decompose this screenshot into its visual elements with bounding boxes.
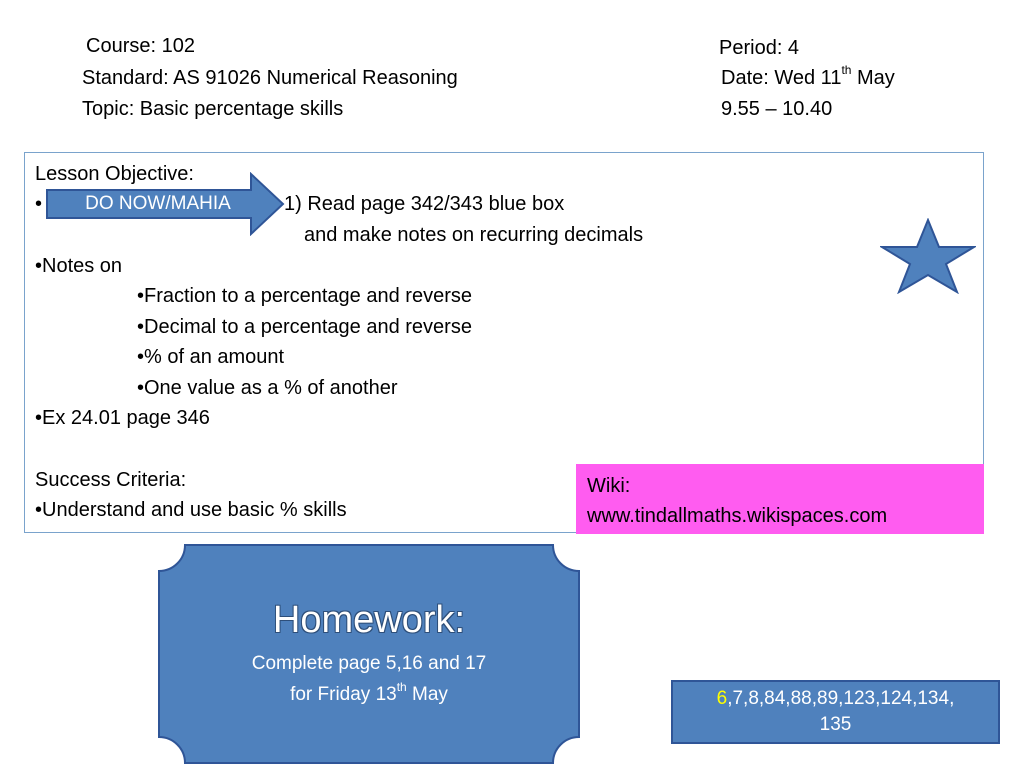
wiki-box <box>576 464 984 534</box>
date-label: Date: Wed 11th May <box>721 63 895 89</box>
question-numbers-box <box>671 680 1000 744</box>
wiki-label: Wiki: <box>587 475 631 497</box>
notes-item: •One value as a % of another <box>137 377 398 399</box>
question-numbers-line-2: 135 <box>819 714 852 735</box>
homework-title: Homework: <box>272 599 466 641</box>
star-icon <box>880 218 976 294</box>
do-now-instruction-1: 1) Read page 342/343 blue box <box>284 193 565 215</box>
notes-item: •Decimal to a percentage and reverse <box>137 316 472 338</box>
success-criteria-item: •Understand and use basic % skills <box>35 499 347 521</box>
do-now-instruction-2: and make notes on recurring decimals <box>304 224 644 246</box>
exercise-line: •Ex 24.01 page 346 <box>35 407 210 429</box>
highlighted-number: 6 <box>716 688 728 709</box>
notes-item: •Fraction to a percentage and reverse <box>137 285 472 307</box>
standard-label: Standard: AS 91026 Numerical Reasoning <box>82 67 458 89</box>
time-label: 9.55 – 10.40 <box>721 98 833 120</box>
do-now-label: DO NOW/MAHIA <box>85 193 231 214</box>
lesson-objective-heading: Lesson Objective: <box>35 163 194 185</box>
homework-line-1: Complete page 5,16 and 17 <box>251 653 487 674</box>
course-label: Course: 102 <box>86 35 195 57</box>
notes-heading: •Notes on <box>35 255 123 277</box>
period-label: Period: 4 <box>719 37 800 59</box>
homework-line-2: for Friday 13th May <box>290 679 448 705</box>
question-numbers-line-1: 6,7,8,84,88,89,123,124,134, <box>716 688 955 709</box>
do-now-bullet: • <box>35 193 43 215</box>
notes-item: •% of an amount <box>137 346 285 368</box>
topic-label: Topic: Basic percentage skills <box>82 98 344 120</box>
wiki-url-link[interactable]: www.tindallmaths.wikispaces.com <box>587 505 888 527</box>
success-criteria-heading: Success Criteria: <box>35 469 187 491</box>
